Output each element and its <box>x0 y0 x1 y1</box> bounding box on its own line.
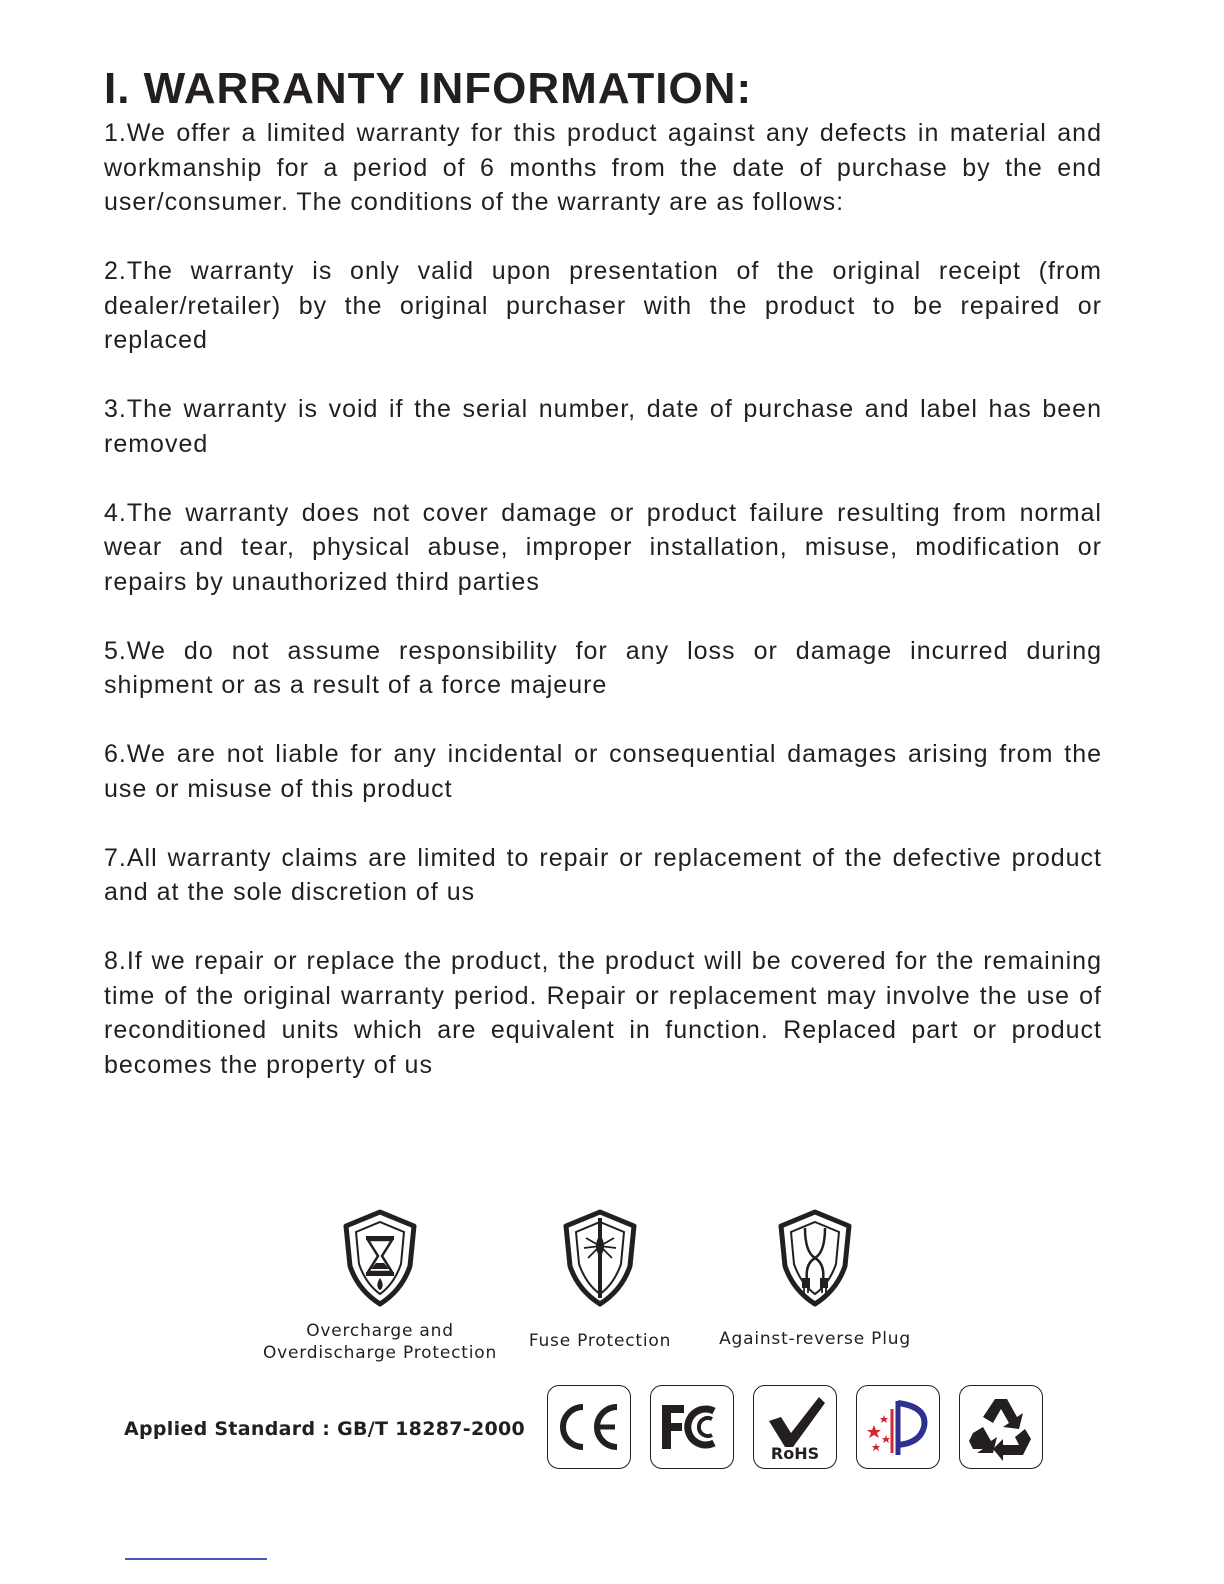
hourglass-shield-icon <box>340 1208 420 1308</box>
recycle-mark <box>959 1385 1043 1469</box>
warranty-clause-2: 2.The warranty is only valid upon presentation of the original receipt (from dealer/retailer) by the original purchaser with the product to be repaired or replaced <box>104 257 1102 354</box>
page-title: I. WARRANTY INFORMATION: <box>104 64 753 113</box>
warranty-clause-1: 1.We offer a limited warranty for this product against any defects in material and workmanship for a period of 6 months from the date of purchase by the end user/consumer. The conditions of the warranty are as follows: <box>104 119 1102 216</box>
footer-rule <box>125 1558 267 1560</box>
feature-overcharge <box>262 1208 498 1364</box>
warranty-clause-list <box>104 116 1102 1117</box>
feature-overcharge-label-line1: Overcharge and <box>306 1321 454 1341</box>
rohs-mark <box>753 1385 837 1469</box>
warranty-clause-7: 7.All warranty claims are limited to repair or replacement of the defective product and at the sole discretion of us <box>104 843 1102 906</box>
feature-fuse <box>515 1208 685 1352</box>
recycle-icon <box>965 1393 1037 1461</box>
warranty-clause-4: 4.The warranty does not cover damage or product failure resulting from normal wear and tear, physical abuse, improper installation, misuse, modification or repairs by unauthorized third parties <box>104 498 1102 596</box>
fcc-icon <box>656 1399 728 1455</box>
feature-overcharge-label-line2: Overdischarge Protection <box>262 1343 498 1363</box>
feature-reverse-plug-label: Against-reverse Plug <box>719 1329 911 1349</box>
warranty-clause-6: 6.We are not liable for any incidental or consequential damages arising from the use or misuse of this product <box>104 740 1102 803</box>
feature-fuse-label: Fuse Protection <box>528 1331 672 1351</box>
plug-shield-icon <box>775 1208 855 1308</box>
feature-reverse-plug <box>710 1208 920 1350</box>
quality-mark <box>856 1385 940 1469</box>
warranty-clause-3: 3.The warranty is void if the serial number, date of purchase and label has been removed <box>104 395 1102 458</box>
ce-mark <box>547 1385 631 1469</box>
fcc-mark <box>650 1385 734 1469</box>
ce-icon <box>553 1399 625 1455</box>
rohs-icon <box>759 1391 831 1463</box>
fuse-shield-icon <box>560 1208 640 1308</box>
warranty-clause-8: 8.If we repair or replace the product, the product will be covered for the remaining time of the original warranty period. Repair or replacement may involve the use of reconditioned units which are equivalent in function. Replaced part or product becomes the property of us <box>104 947 1102 1079</box>
warranty-clause-5: 5.We do not assume responsibility for any loss or damage incurred during shipment or as a result of a force majeure <box>104 636 1102 699</box>
applied-standard: Applied Standard : GB/T 18287-2000 <box>124 1418 526 1440</box>
certification-marks <box>547 1385 1043 1469</box>
quality-mark-icon <box>862 1395 934 1459</box>
rohs-text: RoHS <box>770 1444 820 1463</box>
